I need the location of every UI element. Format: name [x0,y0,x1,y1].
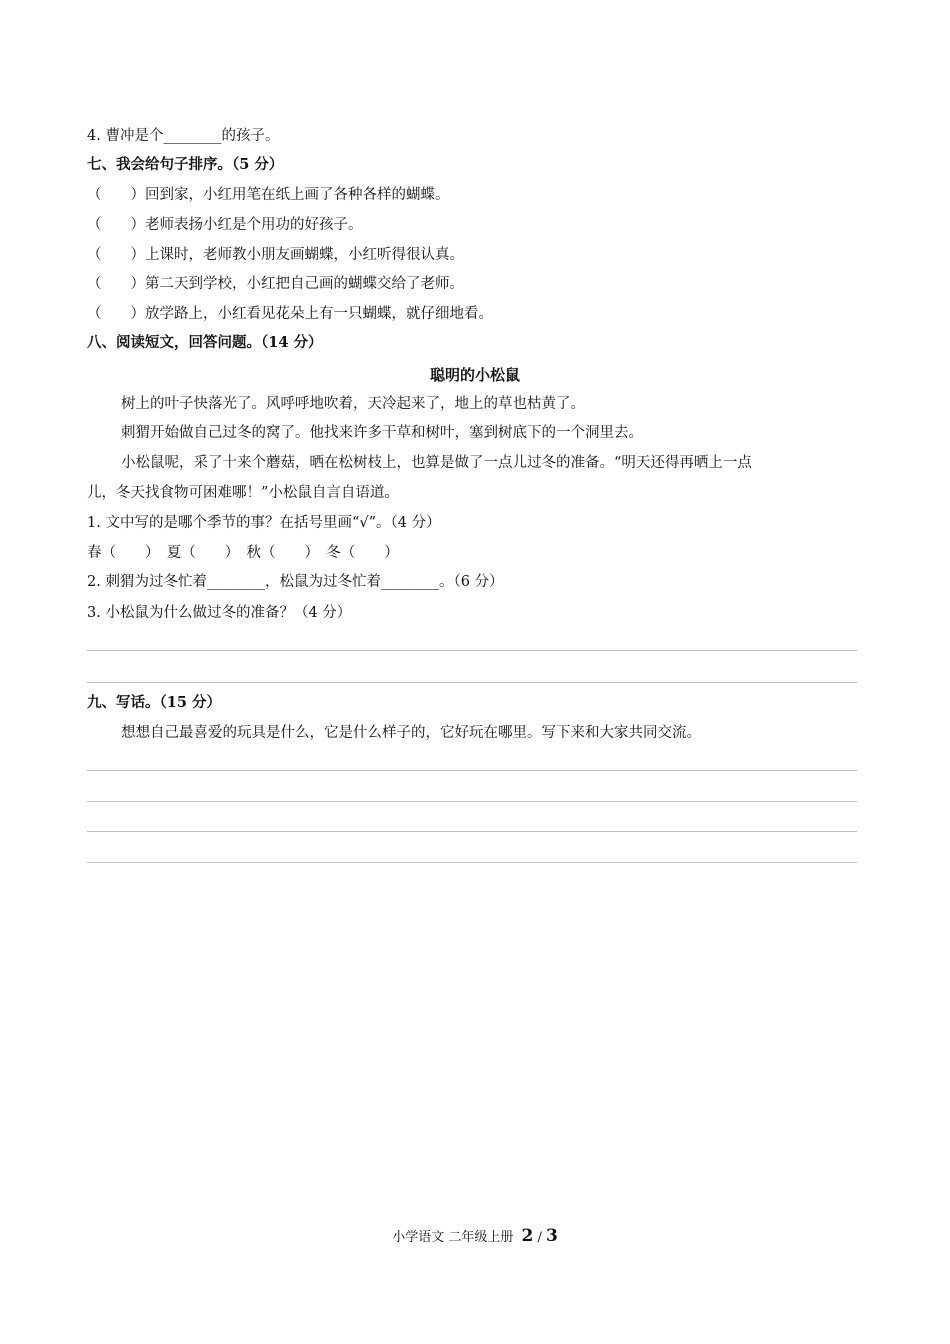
question-6-item-4: 4. 曹冲是个________的孩子。 [87,128,280,144]
passage-paragraph-2: 刺猬开始做自己过冬的窝了。他找来许多干草和树叶，塞到树底下的一个洞里去。 [121,425,643,441]
page-separator: / [533,1230,546,1245]
reading-question-3: 3. 小松鼠为什么做过冬的准备？（4 分） [87,605,352,621]
section-7-heading: 七、我会给句子排序。（5 分） [87,156,284,173]
passage-paragraph-3-line-1: 小松鼠呢，采了十来个蘑菇，晒在松树枝上，也算是做了一点儿过冬的准备。“明天还得再晒上一点 [121,455,752,471]
page-total: 3 [545,1226,558,1246]
passage-paragraph-3-line-2: 儿，冬天找食物可困难哪！”小松鼠自言自语道。 [87,485,399,501]
page-number: 2 [521,1226,534,1246]
ordering-item-4: （ ）第二天到学校，小红把自己画的蝴蝶交给了老师。 [87,276,464,292]
reading-question-2: 2. 刺猬为过冬忙着________，松鼠为过冬忙着________。（6 分） [87,574,504,590]
ordering-item-1: （ ）回到家，小红用笔在纸上画了各种各样的蝴蝶。 [87,187,450,203]
writing-line [87,801,857,802]
writing-line [87,862,857,863]
ordering-item-3: （ ）上课时，老师教小朋友画蝴蝶，小红听得很认真。 [87,247,464,263]
answer-line [87,682,857,683]
passage-paragraph-1: 树上的叶子快落光了。风呼呼地吹着，天冷起来了，地上的草也枯黄了。 [121,396,585,412]
writing-prompt: 想想自己最喜爱的玩具是什么，它是什么样子的，它好玩在哪里。写下来和大家共同交流。 [121,725,701,741]
season-choices: 春（ ） 夏（ ） 秋（ ） 冬（ ） [87,545,399,561]
passage-title: 聪明的小松鼠 [429,366,520,384]
answer-line [87,650,857,651]
reading-question-1: 1. 文中写的是哪个季节的事？在括号里画“√”。（4 分） [87,515,441,531]
ordering-item-2: （ ）老师表扬小红是个用功的好孩子。 [87,217,363,233]
section-8-heading: 八、阅读短文，回答问题。（14 分） [87,334,323,351]
writing-line [87,770,857,771]
writing-line [87,831,857,832]
footer-subject: 小学语文 二年级上册 [392,1230,514,1245]
section-9-heading: 九、写话。（15 分） [87,694,221,711]
ordering-item-5: （ ）放学路上，小红看见花朵上有一只蝴蝶，就仔细地看。 [87,306,493,322]
page-footer [0,1226,950,1246]
